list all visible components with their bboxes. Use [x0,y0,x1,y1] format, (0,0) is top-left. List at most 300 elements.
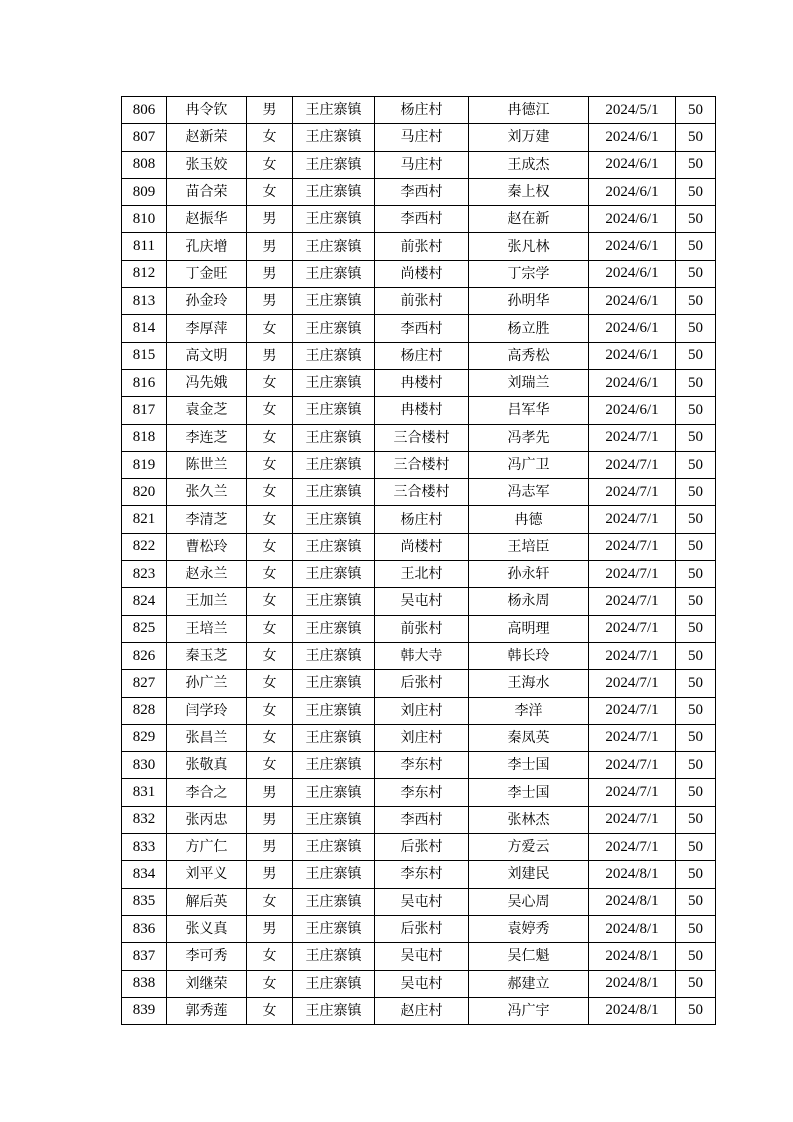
table-row [122,151,716,178]
amount-cell: 50 [676,861,716,888]
town-cell: 王庄寨镇 [293,779,375,806]
index-cell: 824 [122,588,167,615]
date-cell: 2024/6/1 [589,315,676,342]
contact-cell: 冯广卫 [469,451,589,478]
index-cell: 834 [122,861,167,888]
date-cell: 2024/7/1 [589,588,676,615]
town-cell: 王庄寨镇 [293,697,375,724]
gender-cell: 女 [247,151,293,178]
date-cell: 2024/7/1 [589,642,676,669]
index-cell: 826 [122,642,167,669]
town-cell: 王庄寨镇 [293,288,375,315]
village-cell: 韩大寺 [375,642,469,669]
table-row [122,424,716,451]
village-cell: 前张村 [375,233,469,260]
index-cell: 816 [122,369,167,396]
contact-cell: 郝建立 [469,970,589,997]
contact-cell: 孙明华 [469,288,589,315]
amount-cell: 50 [676,834,716,861]
index-cell: 821 [122,506,167,533]
contact-cell: 王海水 [469,670,589,697]
village-cell: 马庄村 [375,151,469,178]
amount-cell: 50 [676,342,716,369]
gender-cell: 女 [247,397,293,424]
gender-cell: 女 [247,697,293,724]
town-cell: 王庄寨镇 [293,451,375,478]
table-row [122,260,716,287]
date-cell: 2024/7/1 [589,506,676,533]
gender-cell: 男 [247,834,293,861]
contact-cell: 张林杰 [469,806,589,833]
table-row [122,970,716,997]
table-row [122,206,716,233]
date-cell: 2024/6/1 [589,124,676,151]
table-row [122,124,716,151]
data-table [121,96,716,1025]
gender-cell: 男 [247,342,293,369]
amount-cell: 50 [676,752,716,779]
name-cell: 曹松玲 [167,533,247,560]
table-row [122,533,716,560]
amount-cell: 50 [676,315,716,342]
name-cell: 方广仁 [167,834,247,861]
contact-cell: 袁婷秀 [469,915,589,942]
town-cell: 王庄寨镇 [293,506,375,533]
table-row [122,178,716,205]
gender-cell: 女 [247,506,293,533]
amount-cell: 50 [676,506,716,533]
village-cell: 马庄村 [375,124,469,151]
contact-cell: 韩长玲 [469,642,589,669]
contact-cell: 吴仁魁 [469,943,589,970]
date-cell: 2024/6/1 [589,233,676,260]
name-cell: 李连芝 [167,424,247,451]
gender-cell: 男 [247,861,293,888]
amount-cell: 50 [676,888,716,915]
town-cell: 王庄寨镇 [293,342,375,369]
name-cell: 刘平义 [167,861,247,888]
village-cell: 后张村 [375,834,469,861]
contact-cell: 刘建民 [469,861,589,888]
index-cell: 838 [122,970,167,997]
date-cell: 2024/8/1 [589,915,676,942]
table-row [122,315,716,342]
date-cell: 2024/6/1 [589,397,676,424]
index-cell: 823 [122,561,167,588]
town-cell: 王庄寨镇 [293,424,375,451]
index-cell: 808 [122,151,167,178]
table-row [122,997,716,1024]
town-cell: 王庄寨镇 [293,861,375,888]
contact-cell: 杨永周 [469,588,589,615]
contact-cell: 冯广宇 [469,997,589,1024]
village-cell: 后张村 [375,915,469,942]
index-cell: 809 [122,178,167,205]
amount-cell: 50 [676,451,716,478]
date-cell: 2024/7/1 [589,479,676,506]
village-cell: 冉楼村 [375,397,469,424]
table-row [122,943,716,970]
gender-cell: 女 [247,642,293,669]
gender-cell: 女 [247,724,293,751]
name-cell: 张玉姣 [167,151,247,178]
gender-cell: 男 [247,97,293,124]
town-cell: 王庄寨镇 [293,588,375,615]
index-cell: 836 [122,915,167,942]
table-row [122,806,716,833]
name-cell: 冉令钦 [167,97,247,124]
town-cell: 王庄寨镇 [293,124,375,151]
date-cell: 2024/8/1 [589,997,676,1024]
village-cell: 前张村 [375,288,469,315]
town-cell: 王庄寨镇 [293,315,375,342]
town-cell: 王庄寨镇 [293,997,375,1024]
contact-cell: 刘万建 [469,124,589,151]
amount-cell: 50 [676,288,716,315]
town-cell: 王庄寨镇 [293,178,375,205]
amount-cell: 50 [676,260,716,287]
village-cell: 李东村 [375,861,469,888]
amount-cell: 50 [676,615,716,642]
gender-cell: 女 [247,970,293,997]
gender-cell: 女 [247,178,293,205]
name-cell: 李合之 [167,779,247,806]
date-cell: 2024/7/1 [589,615,676,642]
index-cell: 813 [122,288,167,315]
village-cell: 后张村 [375,670,469,697]
village-cell: 李西村 [375,206,469,233]
amount-cell: 50 [676,997,716,1024]
village-cell: 吴屯村 [375,970,469,997]
village-cell: 李东村 [375,752,469,779]
contact-cell: 杨立胜 [469,315,589,342]
village-cell: 李东村 [375,779,469,806]
gender-cell: 女 [247,670,293,697]
name-cell: 王加兰 [167,588,247,615]
gender-cell: 女 [247,479,293,506]
name-cell: 冯先娥 [167,369,247,396]
contact-cell: 李士国 [469,779,589,806]
date-cell: 2024/7/1 [589,724,676,751]
name-cell: 张义真 [167,915,247,942]
name-cell: 解后英 [167,888,247,915]
index-cell: 811 [122,233,167,260]
town-cell: 王庄寨镇 [293,915,375,942]
amount-cell: 50 [676,206,716,233]
date-cell: 2024/7/1 [589,752,676,779]
contact-cell: 李士国 [469,752,589,779]
index-cell: 835 [122,888,167,915]
index-cell: 819 [122,451,167,478]
contact-cell: 高明理 [469,615,589,642]
table-row [122,888,716,915]
date-cell: 2024/8/1 [589,943,676,970]
contact-cell: 冉德 [469,506,589,533]
village-cell: 吴屯村 [375,888,469,915]
name-cell: 刘继荣 [167,970,247,997]
village-cell: 三合楼村 [375,424,469,451]
date-cell: 2024/6/1 [589,288,676,315]
contact-cell: 秦凤英 [469,724,589,751]
index-cell: 815 [122,342,167,369]
table-row [122,233,716,260]
gender-cell: 男 [247,915,293,942]
table-row [122,615,716,642]
town-cell: 王庄寨镇 [293,670,375,697]
gender-cell: 男 [247,779,293,806]
index-cell: 827 [122,670,167,697]
name-cell: 秦玉芝 [167,642,247,669]
amount-cell: 50 [676,233,716,260]
village-cell: 李西村 [375,315,469,342]
gender-cell: 女 [247,124,293,151]
date-cell: 2024/7/1 [589,670,676,697]
contact-cell: 冉德江 [469,97,589,124]
village-cell: 冉楼村 [375,369,469,396]
date-cell: 2024/7/1 [589,779,676,806]
amount-cell: 50 [676,970,716,997]
gender-cell: 男 [247,206,293,233]
table-row [122,561,716,588]
date-cell: 2024/7/1 [589,424,676,451]
amount-cell: 50 [676,424,716,451]
contact-cell: 张凡林 [469,233,589,260]
gender-cell: 男 [247,806,293,833]
date-cell: 2024/6/1 [589,260,676,287]
town-cell: 王庄寨镇 [293,834,375,861]
contact-cell: 王培臣 [469,533,589,560]
gender-cell: 女 [247,424,293,451]
town-cell: 王庄寨镇 [293,233,375,260]
amount-cell: 50 [676,697,716,724]
village-cell: 王北村 [375,561,469,588]
name-cell: 张敬真 [167,752,247,779]
contact-cell: 李洋 [469,697,589,724]
town-cell: 王庄寨镇 [293,397,375,424]
table-row [122,834,716,861]
amount-cell: 50 [676,561,716,588]
town-cell: 王庄寨镇 [293,724,375,751]
name-cell: 李厚萍 [167,315,247,342]
town-cell: 王庄寨镇 [293,752,375,779]
gender-cell: 女 [247,533,293,560]
name-cell: 陈世兰 [167,451,247,478]
gender-cell: 男 [247,288,293,315]
town-cell: 王庄寨镇 [293,888,375,915]
amount-cell: 50 [676,670,716,697]
amount-cell: 50 [676,97,716,124]
contact-cell: 方爱云 [469,834,589,861]
name-cell: 孙广兰 [167,670,247,697]
contact-cell: 赵在新 [469,206,589,233]
index-cell: 839 [122,997,167,1024]
village-cell: 吴屯村 [375,588,469,615]
name-cell: 郭秀莲 [167,997,247,1024]
index-cell: 812 [122,260,167,287]
gender-cell: 女 [247,943,293,970]
date-cell: 2024/6/1 [589,151,676,178]
index-cell: 814 [122,315,167,342]
amount-cell: 50 [676,779,716,806]
date-cell: 2024/7/1 [589,451,676,478]
index-cell: 810 [122,206,167,233]
village-cell: 李西村 [375,178,469,205]
village-cell: 李西村 [375,806,469,833]
table-row [122,915,716,942]
name-cell: 孔庆增 [167,233,247,260]
name-cell: 苗合荣 [167,178,247,205]
town-cell: 王庄寨镇 [293,97,375,124]
table-row [122,451,716,478]
index-cell: 831 [122,779,167,806]
name-cell: 闫学玲 [167,697,247,724]
town-cell: 王庄寨镇 [293,260,375,287]
town-cell: 王庄寨镇 [293,806,375,833]
amount-cell: 50 [676,151,716,178]
table-row [122,97,716,124]
amount-cell: 50 [676,479,716,506]
gender-cell: 女 [247,615,293,642]
index-cell: 833 [122,834,167,861]
gender-cell: 女 [247,997,293,1024]
name-cell: 赵振华 [167,206,247,233]
gender-cell: 女 [247,588,293,615]
amount-cell: 50 [676,369,716,396]
contact-cell: 吕军华 [469,397,589,424]
contact-cell: 冯孝先 [469,424,589,451]
date-cell: 2024/8/1 [589,888,676,915]
table-row [122,670,716,697]
amount-cell: 50 [676,943,716,970]
contact-cell: 高秀松 [469,342,589,369]
amount-cell: 50 [676,915,716,942]
table-row [122,724,716,751]
amount-cell: 50 [676,397,716,424]
table-row [122,397,716,424]
name-cell: 袁金芝 [167,397,247,424]
index-cell: 818 [122,424,167,451]
name-cell: 丁金旺 [167,260,247,287]
name-cell: 张昌兰 [167,724,247,751]
village-cell: 尚楼村 [375,533,469,560]
name-cell: 高文明 [167,342,247,369]
table-row [122,642,716,669]
village-cell: 三合楼村 [375,451,469,478]
gender-cell: 女 [247,451,293,478]
table-row [122,779,716,806]
gender-cell: 男 [247,260,293,287]
contact-cell: 孙永轩 [469,561,589,588]
table-row [122,288,716,315]
date-cell: 2024/6/1 [589,369,676,396]
name-cell: 张丙忠 [167,806,247,833]
date-cell: 2024/7/1 [589,561,676,588]
contact-cell: 秦上权 [469,178,589,205]
index-cell: 817 [122,397,167,424]
date-cell: 2024/7/1 [589,697,676,724]
town-cell: 王庄寨镇 [293,642,375,669]
name-cell: 李可秀 [167,943,247,970]
contact-cell: 吴心周 [469,888,589,915]
amount-cell: 50 [676,642,716,669]
date-cell: 2024/7/1 [589,806,676,833]
table-row [122,479,716,506]
date-cell: 2024/7/1 [589,533,676,560]
table-body [122,97,716,1025]
index-cell: 825 [122,615,167,642]
village-cell: 杨庄村 [375,342,469,369]
gender-cell: 女 [247,369,293,396]
village-cell: 尚楼村 [375,260,469,287]
name-cell: 王培兰 [167,615,247,642]
contact-cell: 冯志军 [469,479,589,506]
amount-cell: 50 [676,124,716,151]
amount-cell: 50 [676,724,716,751]
date-cell: 2024/5/1 [589,97,676,124]
table-row [122,861,716,888]
table-row [122,588,716,615]
contact-cell: 王成杰 [469,151,589,178]
gender-cell: 女 [247,315,293,342]
table-row [122,342,716,369]
index-cell: 832 [122,806,167,833]
index-cell: 822 [122,533,167,560]
town-cell: 王庄寨镇 [293,561,375,588]
village-cell: 杨庄村 [375,506,469,533]
name-cell: 李清芝 [167,506,247,533]
name-cell: 赵新荣 [167,124,247,151]
date-cell: 2024/8/1 [589,861,676,888]
gender-cell: 女 [247,752,293,779]
gender-cell: 男 [247,233,293,260]
name-cell: 张久兰 [167,479,247,506]
town-cell: 王庄寨镇 [293,479,375,506]
village-cell: 吴屯村 [375,943,469,970]
index-cell: 806 [122,97,167,124]
index-cell: 820 [122,479,167,506]
name-cell: 赵永兰 [167,561,247,588]
index-cell: 807 [122,124,167,151]
date-cell: 2024/8/1 [589,970,676,997]
village-cell: 刘庄村 [375,724,469,751]
amount-cell: 50 [676,588,716,615]
date-cell: 2024/6/1 [589,206,676,233]
town-cell: 王庄寨镇 [293,151,375,178]
amount-cell: 50 [676,533,716,560]
town-cell: 王庄寨镇 [293,369,375,396]
town-cell: 王庄寨镇 [293,206,375,233]
amount-cell: 50 [676,806,716,833]
table-row [122,369,716,396]
village-cell: 刘庄村 [375,697,469,724]
index-cell: 829 [122,724,167,751]
index-cell: 837 [122,943,167,970]
name-cell: 孙金玲 [167,288,247,315]
table-row [122,506,716,533]
table-row [122,697,716,724]
town-cell: 王庄寨镇 [293,615,375,642]
date-cell: 2024/7/1 [589,834,676,861]
index-cell: 830 [122,752,167,779]
village-cell: 杨庄村 [375,97,469,124]
index-cell: 828 [122,697,167,724]
table-row [122,752,716,779]
amount-cell: 50 [676,178,716,205]
gender-cell: 女 [247,888,293,915]
date-cell: 2024/6/1 [589,178,676,205]
contact-cell: 丁宗学 [469,260,589,287]
gender-cell: 女 [247,561,293,588]
